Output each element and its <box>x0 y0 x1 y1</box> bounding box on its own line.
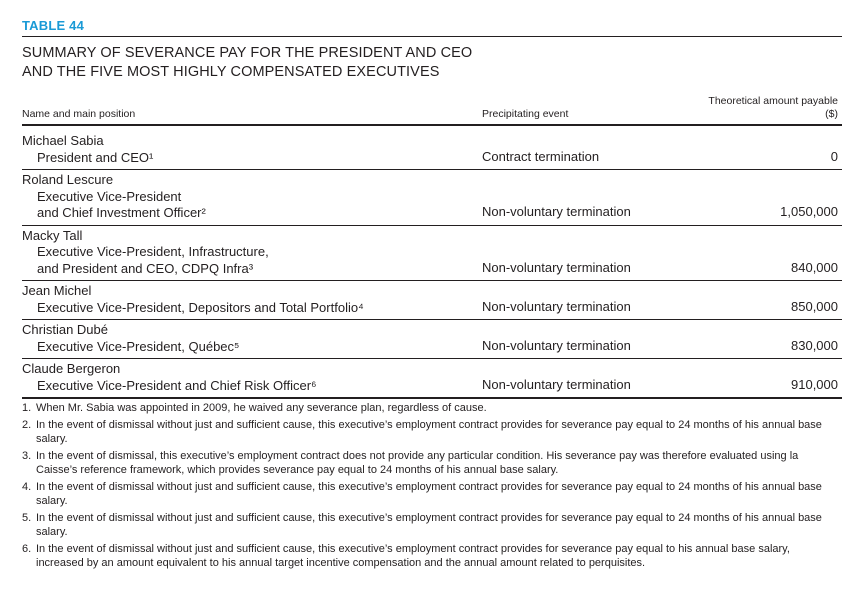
footnote-number: 3. <box>22 450 32 462</box>
title-line-2: AND THE FIVE MOST HIGHLY COMPENSATED EXECUTIVES <box>22 64 440 80</box>
precipitating-event: Non-voluntary termination <box>482 376 631 392</box>
amount-payable: 1,050,000 <box>780 204 838 219</box>
footnote <box>22 542 837 570</box>
executive-position: Executive Vice-President, Depositors and Total Portfolio⁴ <box>37 299 364 315</box>
amount-payable: 910,000 <box>791 376 838 392</box>
footnote-text: In the event of dismissal without just and sufficient cause, this executive’s employment contract provides for severance pay equal to 24 months of his annual base salary. <box>36 512 822 538</box>
precipitating-event: Non-voluntary termination <box>482 204 631 219</box>
footnote-number: 6. <box>22 543 32 555</box>
precipitating-event: Non-voluntary termination <box>482 259 631 275</box>
header-rule <box>22 124 842 126</box>
footnotes <box>22 401 837 573</box>
amount-payable: 850,000 <box>791 298 838 314</box>
table-row <box>22 320 842 359</box>
table-body <box>22 131 842 399</box>
executive-position: and Chief Investment Officer² <box>37 205 206 220</box>
table-row <box>22 281 842 320</box>
precipitating-event: Non-voluntary termination <box>482 298 631 314</box>
top-rule <box>22 36 842 37</box>
column-header-amount-line-1: Theoretical amount payable <box>708 95 838 107</box>
table-row <box>22 170 842 226</box>
column-header-event: Precipitating event <box>482 108 569 120</box>
amount-payable: 0 <box>830 148 838 164</box>
executive-name: Macky Tall <box>22 227 83 243</box>
executive-position: President and CEO¹ <box>37 149 154 165</box>
footnote-text: When Mr. Sabia was appointed in 2009, he waived any severance plan, regardless of cause. <box>36 402 487 414</box>
executive-name: Michael Sabia <box>22 133 104 148</box>
executive-name: Claude Bergeron <box>22 361 121 376</box>
precipitating-event: Contract termination <box>482 148 600 164</box>
footnote <box>22 401 837 415</box>
footnote-number: 2. <box>22 419 32 431</box>
amount-payable: 840,000 <box>791 259 838 275</box>
table-number-label: TABLE 44 <box>22 18 85 33</box>
executive-name: Christian Dubé <box>22 322 108 337</box>
executive-name: Roland Lescure <box>22 172 114 187</box>
executive-name: Jean Michel <box>22 283 92 298</box>
column-header-name: Name and main position <box>22 108 136 120</box>
table-row <box>22 131 842 170</box>
footnote-number: 1. <box>22 402 32 414</box>
table-row <box>22 226 842 282</box>
precipitating-event: Non-voluntary termination <box>482 337 631 353</box>
executive-position: Executive Vice-President, Infrastructure, <box>37 244 269 259</box>
table-title <box>22 44 722 82</box>
table-row <box>22 359 842 399</box>
footnote <box>22 449 837 477</box>
title-line-1: SUMMARY OF SEVERANCE PAY FOR THE PRESIDENT AND CEO <box>22 45 473 61</box>
footnote-text: In the event of dismissal, this executive’s employment contract does not provide any particular condition. His severance pay was therefore evaluated using la Caisse’s reference framework, which provides severance pay equal to 24 months of his annual base salary. <box>36 450 799 476</box>
column-header-amount-line-2: ($) <box>825 108 838 120</box>
column-header-amount <box>638 95 838 121</box>
footnote-number: 4. <box>22 481 32 493</box>
executive-position: Executive Vice-President, Québec⁵ <box>37 338 240 354</box>
executive-position: and President and CEO, CDPQ Infra³ <box>37 260 254 276</box>
footnote <box>22 511 837 539</box>
footnote-text: In the event of dismissal without just and sufficient cause, this executive’s employment contract provides for severance pay equal to 24 months of his annual base salary. <box>36 419 822 445</box>
footnote <box>22 418 837 446</box>
footnote-number: 5. <box>22 512 32 524</box>
footnote-text: In the event of dismissal without just and sufficient cause, this executive’s employment contract provides for severance pay equal to 24 months of his annual base salary. <box>36 481 822 507</box>
amount-payable: 830,000 <box>791 337 838 353</box>
footnote-text: In the event of dismissal without just and sufficient cause, this executive’s employment contract provides for severance pay equal to his annual base salary, increased by an amount equivalent to his annual target incentive compensation and the annual amount related to perquisites. <box>36 543 790 569</box>
footnote <box>22 480 837 508</box>
executive-position: Executive Vice-President and Chief Risk Officer⁶ <box>37 377 317 393</box>
executive-position: Executive Vice-President <box>37 188 182 204</box>
